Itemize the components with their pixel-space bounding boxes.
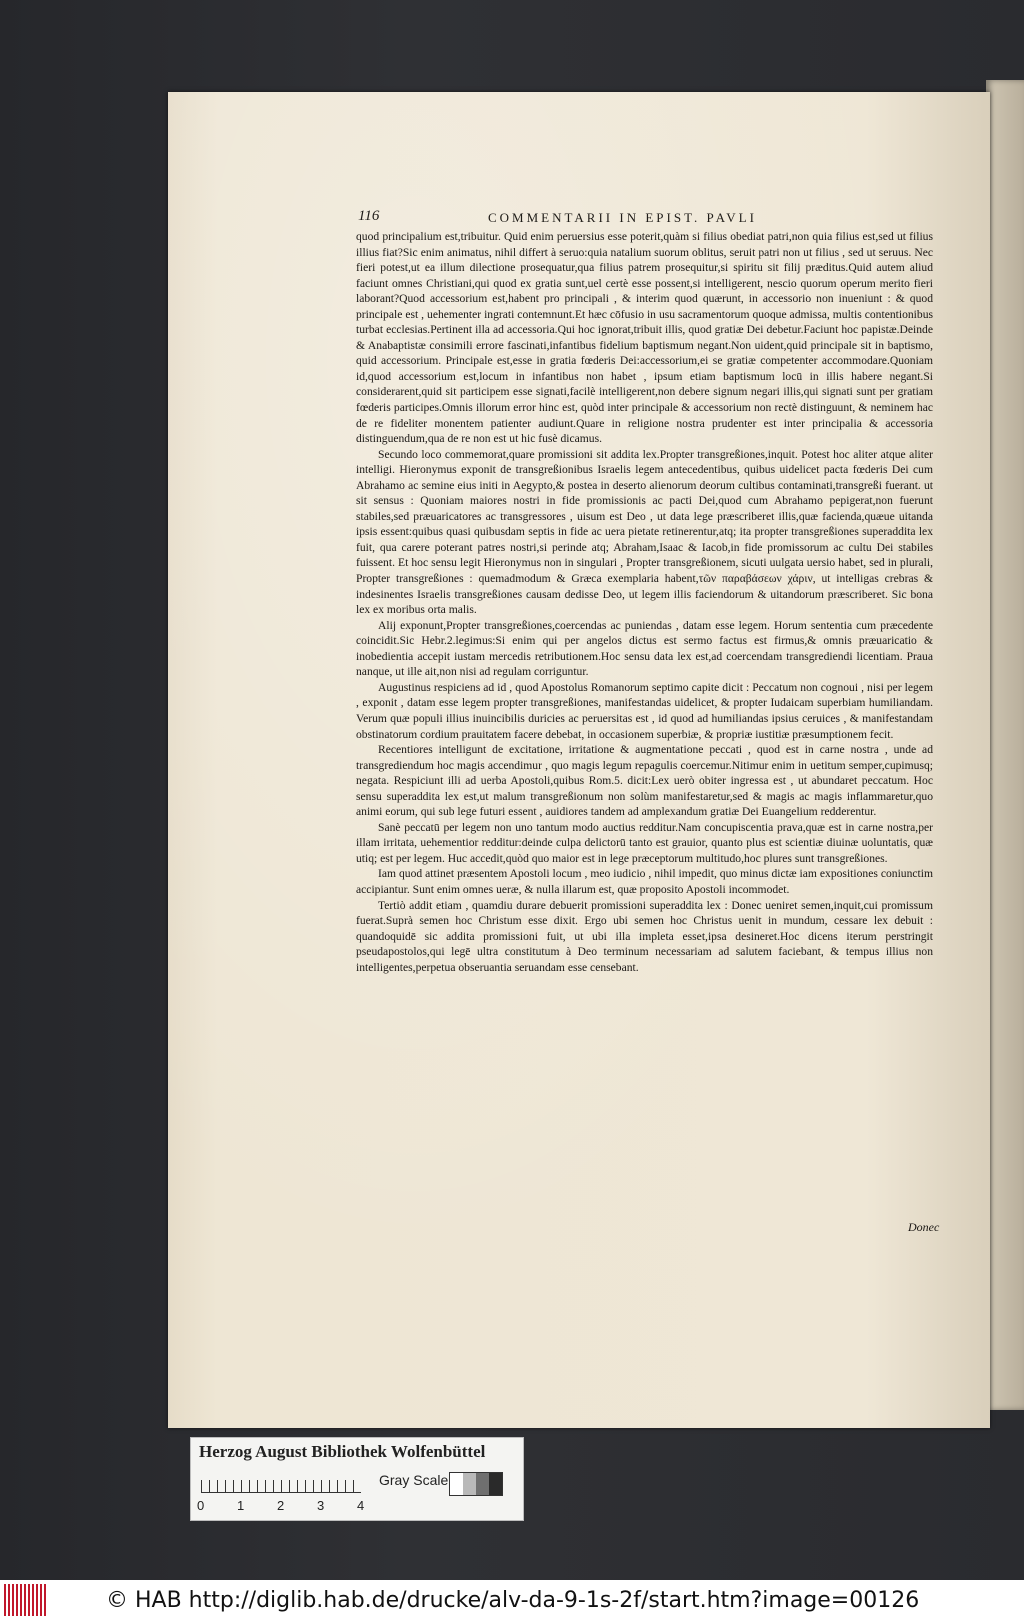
gray-scale [449,1472,503,1496]
ruler-label: 3 [317,1498,325,1513]
paragraph: Secundo loco commemorat,quare promissioni sit addita lex.Propter transgreßiones,inquit. Potest hoc aliter atque aliter intelligi. Hieronymus exponit de transgreßionibus Israelis legem antecedentibus, quibus uidelicet pacta fœderis Dei cum Abrahamo ac semine eius initi in Aegypto,& postea in deserto alienorum deorum cultibus contaminati,transgreßi fuerant. ut sit sensus : Quoniam maiores nostri in fide promissionis ac pacti Dei,quod cum Abrahamo pepigerat,non fuerunt stabiles,sed præuaricatores ac transgressores , uisum est Deo , ut data lege præscriberet illis,quæ facienda,quæue uitanda ipsis essent:quibus quasi quibusdam septis in fide ac uera pietate retinerentur,atq; ita propter transgreßiones superaddita lex fuit, qua carere poterant patres nostri,si perinde atq; Abraham,Isaac & Iacob,in fide promissorum ac cultu Dei stabiles fuissent. Et hoc sensu legit Hieronymus non in singulari , Propter transgreßionem, sicuti uulgata uersio habet, sed in plurali, Propter transgreßiones : quemadmodum & Græca exemplaria habent,τῶν παραβάσεων χάριν, ut intelligas crebras & indesinentes Israelis transgreßiones causam dedisse Deo, ut legem illis faciendorum & uitandorum præscriberet. Sic bona lex ex moribus orta malis. [356,447,933,617]
color-scale-card [190,1437,524,1521]
gray-swatch [476,1473,489,1495]
paragraph: Augustinus respiciens ad id , quod Apostolus Romanorum septimo capite dicit : Peccatum non cognoui , nisi per legem , exponit , datam esse legem propter transgreßiones, manifestandas uidelicet, & propter Iudaicam superbiam humiliandam. Verum quæ populi illius inuincibilis duricies ac peruersitas est , id quod ad humiliandas ipsius ceruices , & manifestandam obstinatorum cordium prauitatem facere debebat, in occasionem superbiæ, & propriæ iustitiæ præsumptionem fecit. [356,680,933,741]
footer-bar [0,1580,1024,1620]
gray-swatch [463,1473,476,1495]
gray-swatch [489,1473,502,1495]
paragraph: Alij exponunt,Propter transgreßiones,coercendas ac puniendas , datam esse legem. Horum sententia cum præcedente coincidit.Sic Hebr.2.legimus:Si enim qui per angelos dictus est sermo factus est firmus,& omnis præuaricatio & inobedientia accepit iustam mercedis retributionem.Hoc sensu data lex est,ad coercendam transgrediendi licentiam. Praua nanque, ut ille ait,non nisi ad regulam corriguntur. [356,618,933,679]
paragraph: Tertiò addit etiam , quamdiu durare debuerit promissioni superaddita lex : Donec ueniret semen,inquit,cui promissum fuerat.Suprà semen hoc Christum esse dixit. Ergo ubi semen hoc Christus uenit in mundum, cessare lex debuit : quandoquidē sic addita promissioni fuit, ut ubi illa impleta esset,ipsa desineret.Hoc dicens iterum perstringit pseudapostolos,qui legē ultra constitutum à Deo terminum necessariam ad salutem faciebant, & tempus illius non intelligentes,perpetua obseruantia seruandam esse censebant. [356,898,933,974]
paragraph: quod principalium est,tribuitur. Quid enim peruersius esse poterit,quàm si filius obediat patri,non quia filius est,sed ut filius illius fiat?Sic enim animatus, nihil differt à seruo:quia natalium suorum oblitus, seruit patri non ut filius , sed ut seruus. Nec fieri potest,ut ea illum dilectione prosequatur,qua filius patrem prosequitur,si spiritu sit filij præditus.Quid autem aliud faciunt omnes Christiani,qui quod ex gratia sunt,uel certè esse possent,si intelligerent, nescio quorum operum merito fieri laborant?Quod accessorium est,habent pro principali , & interim quod quærunt, in accessorio non inueniunt : & quod principale est , uehementer ingrati contemnunt.Et hæc cōfusio in usu sacramentorum quoque admissa, multis contentionibus turbat ecclesias.Pertinent illa ad accessoria.Qui hoc ignorat,tribuit illis, quod gratiæ Dei debetur.Faciunt hoc papistæ.Deinde & Anabaptistæ consimili errore fascinati,infantibus fidelium baptismum negant.Non uident,quid principale sit in baptismo, quid accessorium. Principale est,esse in gratia fœderis Dei:accessorium,ei se gratiæ competenter accommodare.Quoniam id,quod accessorium est,locum in infantibus non habet , ipsum etiam baptismum locū in illis habere negant.Si considerarent,quid sit participem esse signati,facilè intelligerent,non debere signum negari illis,qui signati sunt per gratiam fœderis participes.Omnis illorum error hinc est, quòd inter principale & accessorium non rectè distinguunt, & neminem hac de re fideliter monentem patienter audiunt.Quare in religione nostra prudenter est inter principalia & accessoria distinguendum,qua de re non est ut hic fusè dicamus. [356,230,933,446]
facing-page-edge [986,80,1024,1410]
hab-logo-icon [4,1584,48,1616]
catchword: Donec [908,1220,940,1234]
gray-swatch [450,1473,463,1495]
ruler [201,1470,361,1493]
paragraph: Recentiores intelligunt de excitatione, irritatione & augmentatione peccati , quod est in carne nostra , unde ad transgrediendum hoc magis accendimur , quo magis legum repagulis coercemur.Nitimur enim in uetitum semper,cupimusq; negata. Respiciunt illi ad uerba Apostoli,quibus Rom.5. dicit:Lex uerò obiter ingressa est , ut abundaret peccatum. Hoc sensu superaddita lex est,ut malum transgreßionum non solùm manifestaretur,sed & magis ac magis inflammaretur,quo animi eorum, qui sub lege futuri essent , auidiores tandem ad amplexandum gratiæ Dei Euangelium redderentur. [356,743,933,819]
paragraph: Sanè peccatū per legem non uno tantum modo auctius redditur.Nam concupiscentia prava,quæ est in carne nostra,per illam irritata, uehementior redditur:deinde culpa delictorū tanto est grauior, quanto plus est scientiæ diuinæ uoluntatis, quæ utiq; est per legem. Huc accedit,quòd quo maior est in lege præceptorum multitudo,hoc plures sunt transgreßiones. [356,820,933,865]
ruler-label: 4 [357,1498,365,1513]
running-title: COMMENTARII IN EPIST. PAVLI [488,210,757,225]
footer-url[interactable]: © HAB http://diglib.hab.de/drucke/alv-da-9-1s-2f/start.htm?image=00126 [106,1587,920,1613]
ruler-label: 0 [197,1498,205,1513]
ruler-label: 2 [277,1498,285,1513]
ruler-labels [197,1498,377,1514]
page-number: 116 [358,208,380,224]
book-page [168,92,990,1428]
library-name: Herzog August Bibliothek Wolfenbüttel [199,1442,486,1461]
paragraph: Iam quod attinet præsentem Apostoli locum , meo iudicio , nihil impedit, quo minus dictæ iam expositiones coniunctim accipiantur. Sunt enim omnes ueræ, & nulla illarum est, quæ proposito Apostoli incommodet. [356,867,933,896]
ruler-label: 1 [237,1498,245,1513]
body-text [356,229,933,975]
gray-scale-label: Gray Scale [379,1472,449,1488]
page-header [358,208,1008,228]
